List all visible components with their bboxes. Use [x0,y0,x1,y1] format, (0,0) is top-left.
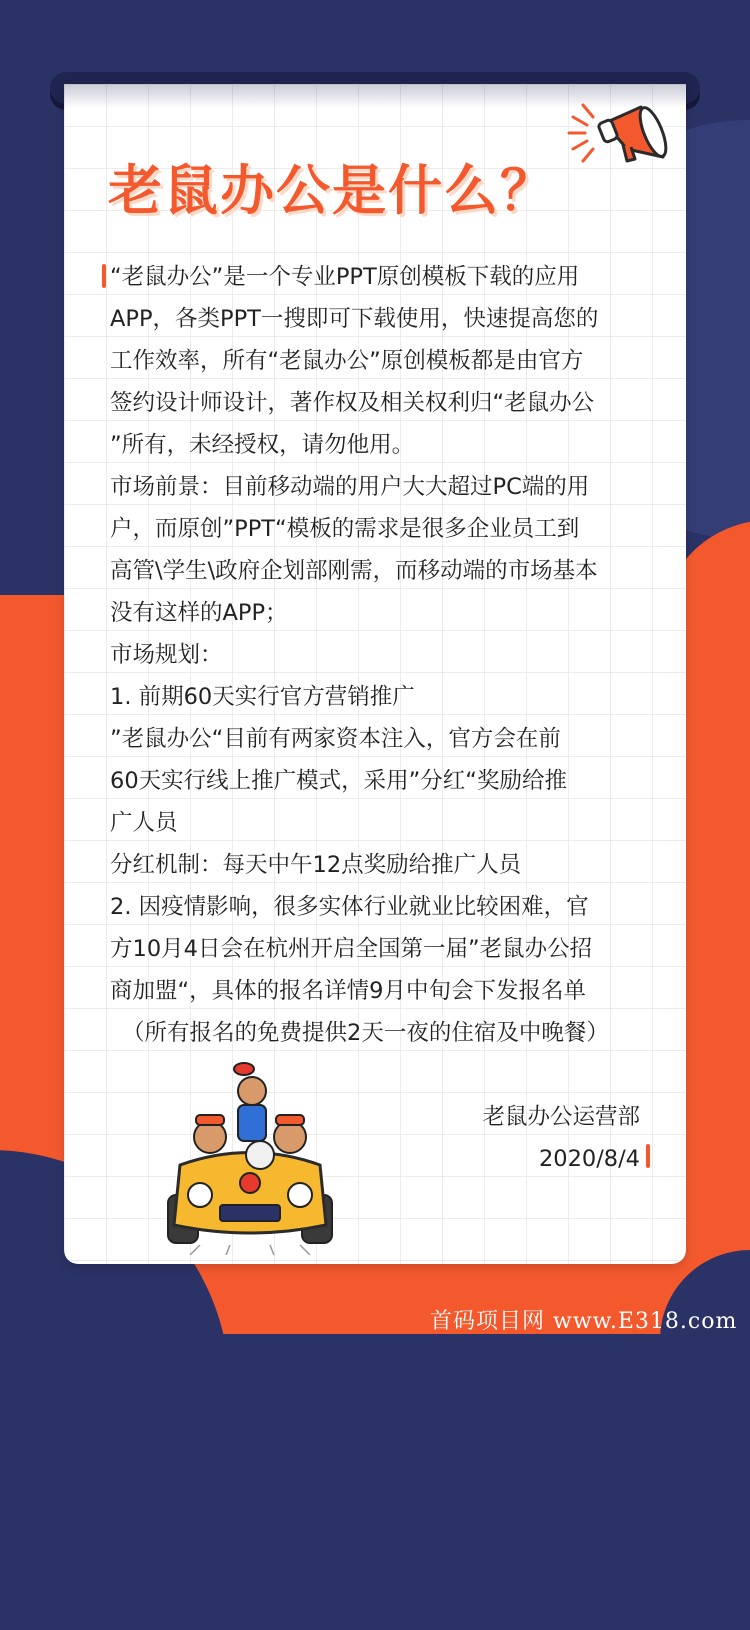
accent-bar-top [102,264,106,288]
body-line: 商加盟“，具体的报名详情9月中旬会下发报名单 [110,978,586,1004]
body-line: “老鼠办公”是一个专业PPT原创模板下载的应用 [110,264,580,290]
body-line: 1. 前期60天实行官方营销推广 [110,684,415,710]
body-line: 户，而原创”PPT“模板的需求是很多企业员工到 [110,516,580,542]
body-line: 60天实行线上推广模式，采用”分红“奖励给推 [110,768,567,794]
body-line: APP，各类PPT一搜即可下载使用，快速提高您的 [110,306,599,332]
body-line: （所有报名的免费提供2天一夜的住宿及中晚餐） [122,1020,609,1046]
watermark-text: 首码项目网 www.E318.com [430,1309,738,1334]
accent-bar-bottom [646,1144,650,1168]
body-line: 工作效率，所有“老鼠办公”原创模板都是由官方 [110,348,584,374]
body-line: 分红机制：每天中午12点奖励给推广人员 [110,852,522,878]
signature-department: 老鼠办公运营部 [482,1104,640,1130]
body-line: 2. 因疫情影响，很多实体行业就业比较困难，官 [110,894,589,920]
body-line: 市场前景：目前移动端的用户大大超过PC端的用 [110,474,590,500]
body-line: 高管\学生\政府企划部刚需，而移动端的市场基本 [110,558,598,584]
body-text [110,256,650,1054]
signature-date: 2020/8/4 [538,1146,640,1172]
megaphone-icon [565,95,675,175]
body-line: ”所有，未经授权，请勿他用。 [110,432,415,458]
body-line: 签约设计师设计，著作权及相关权利归“老鼠办公 [110,390,595,416]
body-line: 方10月4日会在杭州开启全国第一届”老鼠办公招 [110,936,593,962]
body-line: ”老鼠办公“目前有两家资本注入，官方会在前 [110,726,561,752]
body-line: 没有这样的APP； [110,600,288,626]
signature-block [482,1096,640,1180]
cartoon-car-illustration [160,1055,340,1255]
body-line: 广人员 [110,810,178,836]
page-title: 老鼠办公是什么？ [108,159,556,222]
body-line: 市场规划： [110,642,223,668]
